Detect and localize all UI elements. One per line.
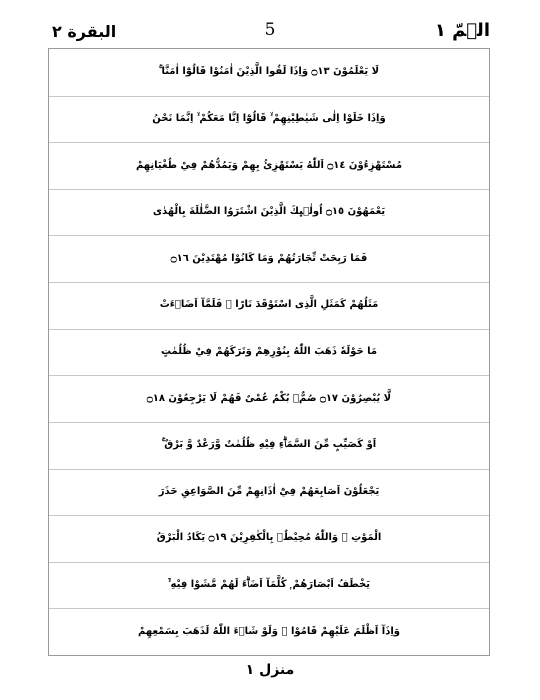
line-separator [49,422,489,423]
verse-line: مَا حَوْلَهٗ ذَهَبَ اللّٰهُ بِنُوْرِهِمْ وَتَرَكَهُمْ فِيْ ظُلُمٰتٍ [160,345,378,357]
manzil-marker: منزل ١ [245,662,295,678]
juz-name: الۗمّ ١ [434,20,490,41]
verse-line: يَجْعَلُوْنَ اَصَابِعَهُمْ فِيْٓ اٰذَانِهِمْ مِّنَ الصَّوَاعِقِ حَذَرَ [158,485,380,497]
verse-line: يَخْطَفُ اَبْصَارَھُمْ ۭ كُلَّمَآ اَضَاۗءَ لَهُمْ مَّشَوْا فِيْهِ ۤۙ [168,579,370,591]
verse-line: لَّا يُبْصِرُوْنَ ۝١٧ صُمٌّۢ بُكْمٌ عُمْىٌ فَهُمْ لَا يَرْجِعُوْنَ ۝١٨ [146,392,392,404]
line-separator [49,189,489,190]
line-separator [49,235,489,236]
surah-name: البقرة ٢ [52,22,117,41]
verse-line: فَمَا رَبِحَتْ تِّجَارَتُهُمْ وَمَا كَانُوْا مُهْتَدِيْنَ ۝١٦ [170,252,368,264]
verse-line: لَا يَعْلَمُوْنَ ۝١٣ وَاِذَا لَقُوا الَّذِيْنَ اٰمَنُوْا قَالُوْٓا اٰمَنَّا ۚ [158,66,380,78]
line-separator [49,608,489,609]
verse-line: مَثَلُهُمْ كَمَثَلِ الَّذِى اسْتَوْقَدَ نَارًا ۚ فَلَمَّآ اَضَاۗءَتْ [159,299,379,311]
verse-line: وَاِذَآ اَظْلَمَ عَلَيْهِمْ قَامُوْا ۭ وَلَوْ شَاۗءَ اللّٰهُ لَذَهَبَ بِسَمْعِهِمْ [138,625,400,637]
page-number: 5 [264,20,276,40]
verse-line: وَاِذَا خَلَوْا اِلٰى شَيٰطِيْنِهِمْ ۙ قَالُوْٓا اِنَّا مَعَكُمْ ۙ اِنَّمَا نَحْنُ [152,112,386,124]
line-separator [49,282,489,283]
line-separator [49,562,489,563]
line-separator [49,329,489,330]
line-separator [49,142,489,143]
line-separator [49,375,489,376]
verse-line: الْمَوْتِ ۭ وَاللّٰهُ مُحِيْطٌۢ بِالْكٰفِرِيْنَ ۝١٩ يَكَادُ الْبَرْقُ [156,532,382,544]
text-frame [48,48,490,656]
line-separator [49,515,489,516]
page-header [0,0,540,46]
verse-line: اَوْ كَصَيِّبٍ مِّنَ السَّمَاۗءِ فِيْهِ ظُلُمٰتٌ وَّرَعْدٌ وَّ بَرْقٌ ۚ [161,439,377,451]
line-separator [49,469,489,470]
line-separator [49,96,489,97]
verse-line: يَعْمَهُوْنَ ۝١٥ اُولٰۗىِٕكَ الَّذِيْنَ اشْتَرَوُا الضَّلٰلَةَ بِالْهُدٰى [152,206,386,218]
verse-lines [49,49,489,655]
verse-line: مُسْتَهْزِءُوْنَ ۝١٤ اَللّٰهُ يَسْتَهْزِئُ بِهِمْ وَيَمُدُّهُمْ فِيْ طُغْيَانِهِمْ [135,159,403,171]
